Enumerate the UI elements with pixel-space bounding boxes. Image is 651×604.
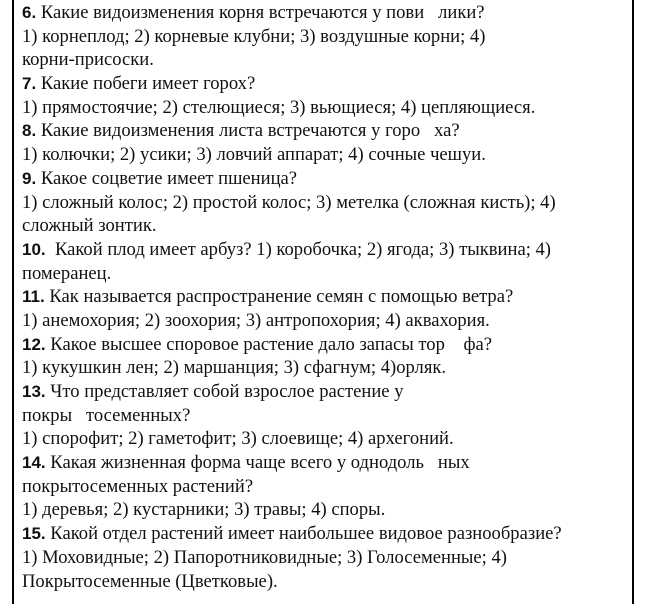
- question-list: [22, 1, 632, 593]
- question-item: [22, 451, 632, 522]
- answer-options: 1) кукушкин лен; 2) маршанция; 3) сфагнум; 4)орляк.: [22, 357, 447, 379]
- question-number: 7.: [22, 74, 37, 94]
- answer-options: сложный зонтик.: [22, 215, 157, 237]
- question-line: Какая жизненная форма чаще всего у однодоль ных: [45, 452, 470, 474]
- answer-options: 1) спорофит; 2) гаметофит; 3) слоевище; 4) архегоний.: [22, 428, 454, 450]
- question-item: [22, 333, 632, 380]
- question-text: [22, 522, 632, 546]
- question-line: Какие видоизменения листа встречаются у горо ха?: [36, 120, 460, 142]
- question-number: 12.: [22, 334, 46, 354]
- question-item: [22, 167, 632, 238]
- question-line: Как называется распространение семян с помощью ветра?: [44, 286, 514, 308]
- question-number: 11.: [22, 287, 45, 307]
- answer-options: Покрытосеменные (Цветковые).: [22, 570, 278, 592]
- question-text: [22, 380, 632, 404]
- question-text: [22, 238, 632, 262]
- question-item: [22, 522, 632, 593]
- question-line: Какое высшее споровое растение дало запасы тор фа?: [45, 333, 493, 355]
- question-number: 9.: [22, 168, 37, 188]
- answer-options: померанец.: [22, 262, 112, 284]
- question-text: [22, 167, 632, 191]
- question-number: 10.: [22, 239, 46, 259]
- question-text: [22, 119, 632, 143]
- question-item: [22, 380, 632, 451]
- answer-options: 1) Моховидные; 2) Папоротниковидные; 3) Голосеменные; 4): [22, 546, 507, 568]
- question-text: [22, 404, 632, 428]
- question-line: Какие побеги имеет горох?: [36, 73, 256, 95]
- question-item: [22, 1, 632, 72]
- answer-options: 1) сложный колос; 2) простой колос; 3) метелка (сложная кисть); 4): [22, 191, 556, 213]
- question-text: [22, 475, 632, 499]
- question-line: Что представляет собой взрослое растение у: [45, 381, 404, 402]
- question-text: [22, 451, 632, 475]
- answer-options: 1) анемохория; 2) зоохория; 3) антропохория; 4) аквахория.: [22, 309, 490, 331]
- answer-options: 1) корнеплод; 2) корневые клубни; 3) воздушные корни; 4): [22, 25, 486, 47]
- answer-options: 1) колючки; 2) усики; 3) ловчий аппарат; 4) сочные чешуи.: [22, 144, 486, 166]
- question-line: Какие видоизменения корня встречаются у пови лики?: [36, 2, 485, 23]
- question-item: [22, 238, 632, 285]
- question-number: 13.: [22, 382, 46, 401]
- question-line: Какой отдел растений имеет наибольшее видовое разнообразие?: [45, 523, 562, 545]
- question-text: [22, 72, 632, 96]
- question-line: покры тосеменных?: [22, 404, 191, 426]
- question-number: 14.: [22, 453, 46, 473]
- question-item: [22, 119, 632, 166]
- question-text: [22, 333, 632, 357]
- question-number: 8.: [22, 121, 37, 141]
- question-line: покрытосеменных растений?: [22, 475, 254, 497]
- question-item: [22, 285, 632, 332]
- question-line: Какой плод имеет арбуз? 1) коробочка; 2) ягода; 3) тыквина; 4): [45, 238, 552, 260]
- question-item: [22, 72, 632, 119]
- question-text: [22, 285, 632, 309]
- answer-options: корни-присоски.: [22, 49, 154, 71]
- question-line: Какое соцветие имеет пшеница?: [36, 167, 298, 189]
- question-number: 6.: [22, 3, 37, 22]
- question-text: [22, 1, 632, 25]
- answer-options: 1) деревья; 2) кустарники; 3) травы; 4) споры.: [22, 499, 386, 521]
- question-number: 15.: [22, 524, 46, 544]
- answer-options: 1) прямостоячие; 2) стелющиеся; 3) вьющиеся; 4) цепляющиеся.: [22, 96, 536, 118]
